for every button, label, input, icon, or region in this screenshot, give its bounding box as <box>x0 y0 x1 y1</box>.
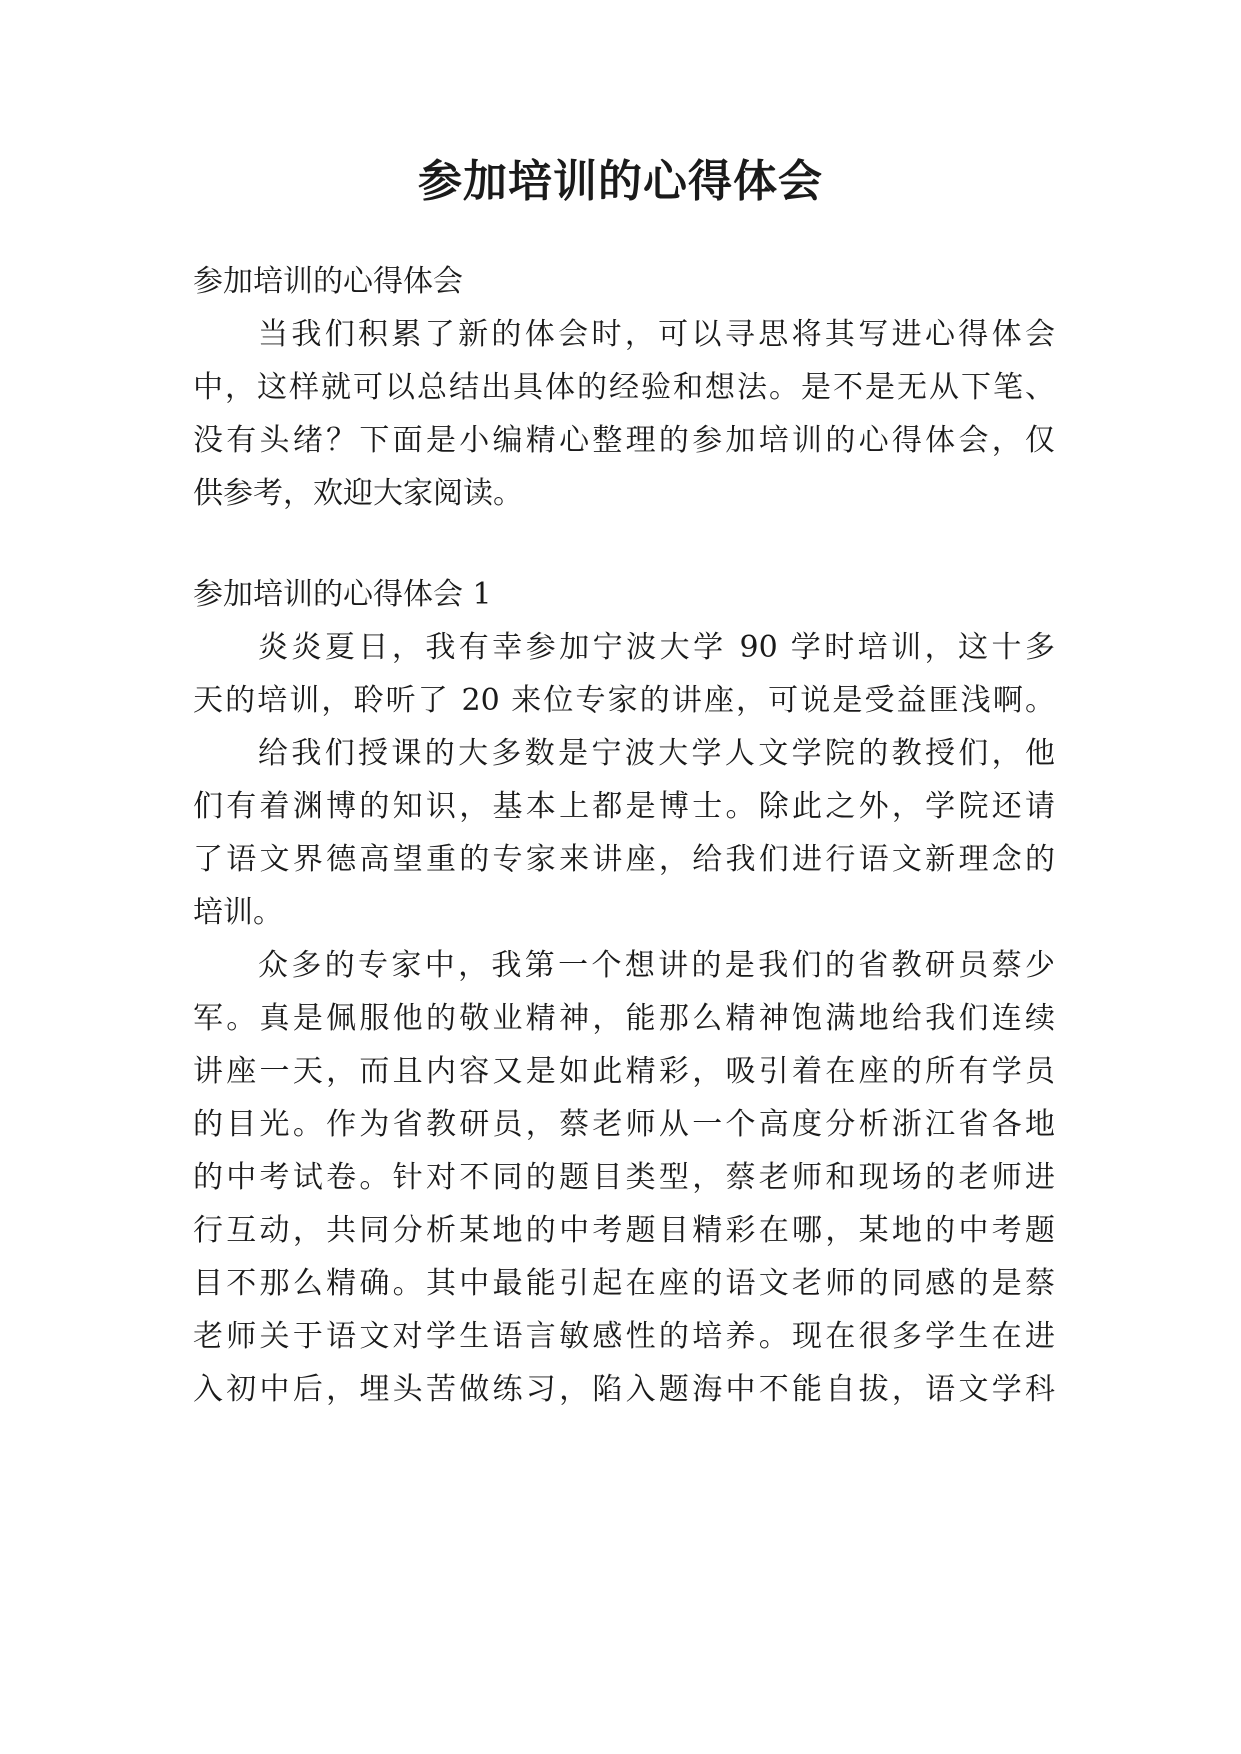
paragraph-line: 的中考试卷。针对不同的题目类型，蔡老师和现场的老师进 <box>193 1160 1055 1195</box>
paragraph-line: 老师关于语文对学生语言敏感性的培养。现在很多学生在进 <box>193 1319 1055 1354</box>
document-title: 参加培训的心得体会 <box>418 156 823 207</box>
paragraph-line: 行互动，共同分析某地的中考题目精彩在哪，某地的中考题 <box>193 1213 1055 1248</box>
paragraph-line: 们有着渊博的知识，基本上都是博士。除此之外，学院还请 <box>193 789 1055 824</box>
paragraph-line: 培训。 <box>193 895 283 930</box>
section-heading: 参加培训的心得体会 1 <box>193 577 492 612</box>
intro-line: 当我们积累了新的体会时，可以寻思将其写进心得体会 <box>258 317 1055 352</box>
intro-line: 中，这样就可以总结出具体的经验和想法。是不是无从下笔、 <box>193 370 1055 405</box>
intro-line: 没有头绪？下面是小编精心整理的参加培训的心得体会，仅 <box>193 423 1055 458</box>
paragraph-line: 天的培训，聆听了 20 来位专家的讲座，可说是受益匪浅啊。 <box>193 683 1055 718</box>
paragraph-line: 炎炎夏日，我有幸参加宁波大学 90 学时培训，这十多 <box>258 630 1055 665</box>
paragraph-line: 的目光。作为省教研员，蔡老师从一个高度分析浙江省各地 <box>193 1107 1055 1142</box>
paragraph-line: 讲座一天，而且内容又是如此精彩，吸引着在座的所有学员 <box>193 1054 1055 1089</box>
paragraph-line: 入初中后，埋头苦做练习，陷入题海中不能自拔，语文学科 <box>193 1372 1055 1407</box>
paragraph-line: 军。真是佩服他的敬业精神，能那么精神饱满地给我们连续 <box>193 1001 1055 1036</box>
paragraph-line: 给我们授课的大多数是宁波大学人文学院的教授们，他 <box>258 736 1055 771</box>
document-subtitle: 参加培训的心得体会 <box>193 264 463 299</box>
paragraph-line: 了语文界德高望重的专家来讲座，给我们进行语文新理念的 <box>193 842 1055 877</box>
paragraph-line: 众多的专家中，我第一个想讲的是我们的省教研员蔡少 <box>258 948 1055 983</box>
intro-line: 供参考，欢迎大家阅读。 <box>193 476 523 511</box>
paragraph-line: 目不那么精确。其中最能引起在座的语文老师的同感的是蔡 <box>193 1266 1055 1301</box>
